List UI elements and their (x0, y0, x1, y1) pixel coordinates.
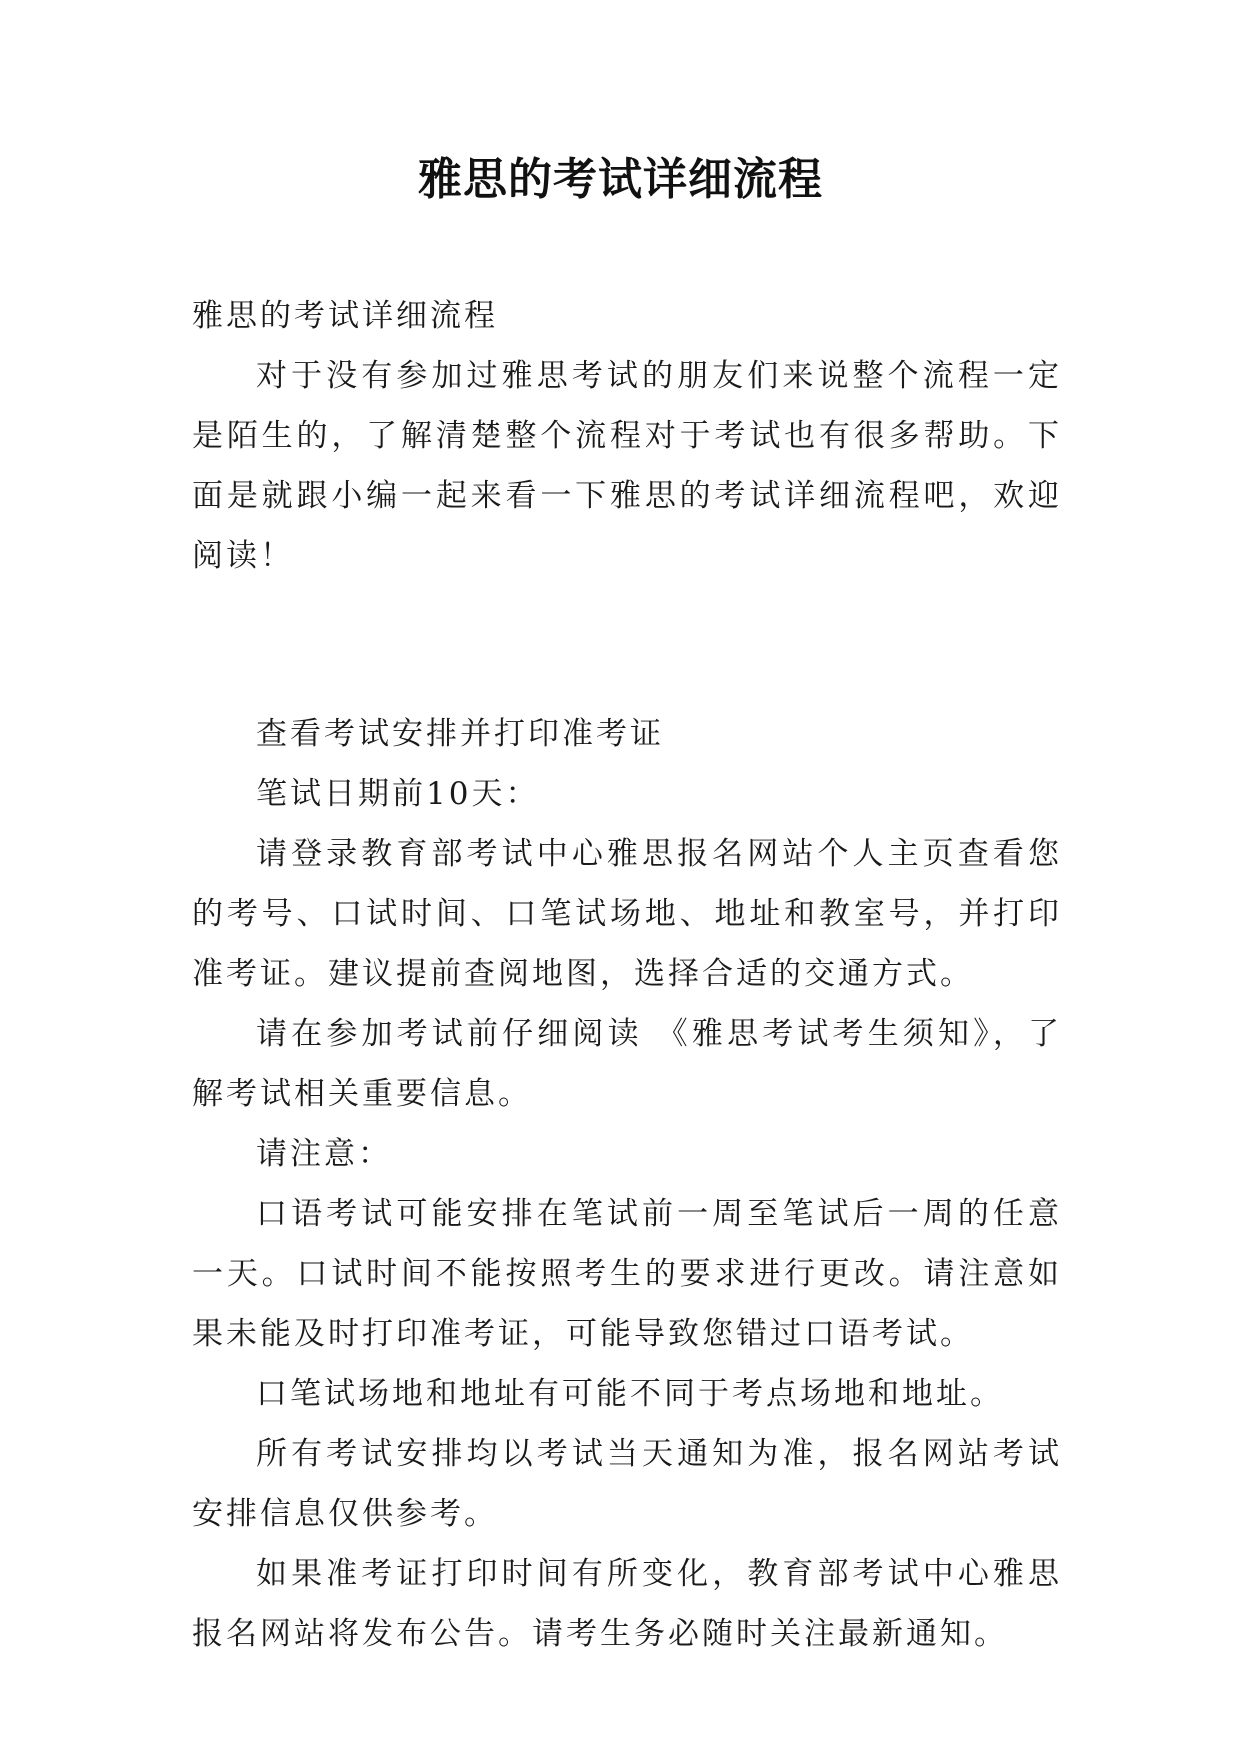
paragraph-schedule: 所有考试安排均以考试当天通知为准，报名网站考试安排信息仅供参考。 (192, 1436, 1062, 1532)
paragraph-speaking: 口语考试可能安排在笔试前一周至笔试后一周的任意一天。口试时间不能按照考生的要求进行更改。请注意如果未能及时打印准考证，可能导致您错过口语考试。 (192, 1196, 1062, 1352)
paragraph-venue: 口笔试场地和地址有可能不同于考点场地和地址。 (256, 1376, 1004, 1412)
paragraph-notice: 请在参加考试前仔细阅读 《雅思考试考生须知》，了解考试相关重要信息。 (192, 1016, 1062, 1112)
paragraph-login: 请登录教育部考试中心雅思报名网站个人主页查看您的考号、口试时间、口笔试场地、地址和教室号，并打印准考证。建议提前查阅地图，选择合适的交通方式。 (192, 836, 1062, 992)
document-body (192, 286, 1062, 1664)
paragraph-announcement: 如果准考证打印时间有所变化，教育部考试中心雅思报名网站将发布公告。请考生务必随时关注最新通知。 (192, 1556, 1062, 1652)
attention-label: 请注意： (256, 1136, 392, 1172)
section-heading: 查看考试安排并打印准考证 (256, 716, 664, 752)
intro-paragraph: 对于没有参加过雅思考试的朋友们来说整个流程一定是陌生的，了解清楚整个流程对于考试也有很多帮助。下面是就跟小编一起来看一下雅思的考试详细流程吧，欢迎阅读！ (192, 358, 1062, 574)
section-gap (192, 586, 1062, 704)
document-title: 雅思的考试详细流程 (418, 154, 823, 205)
date-note: 笔试日期前10天： (256, 776, 540, 812)
subtitle: 雅思的考试详细流程 (192, 298, 498, 334)
